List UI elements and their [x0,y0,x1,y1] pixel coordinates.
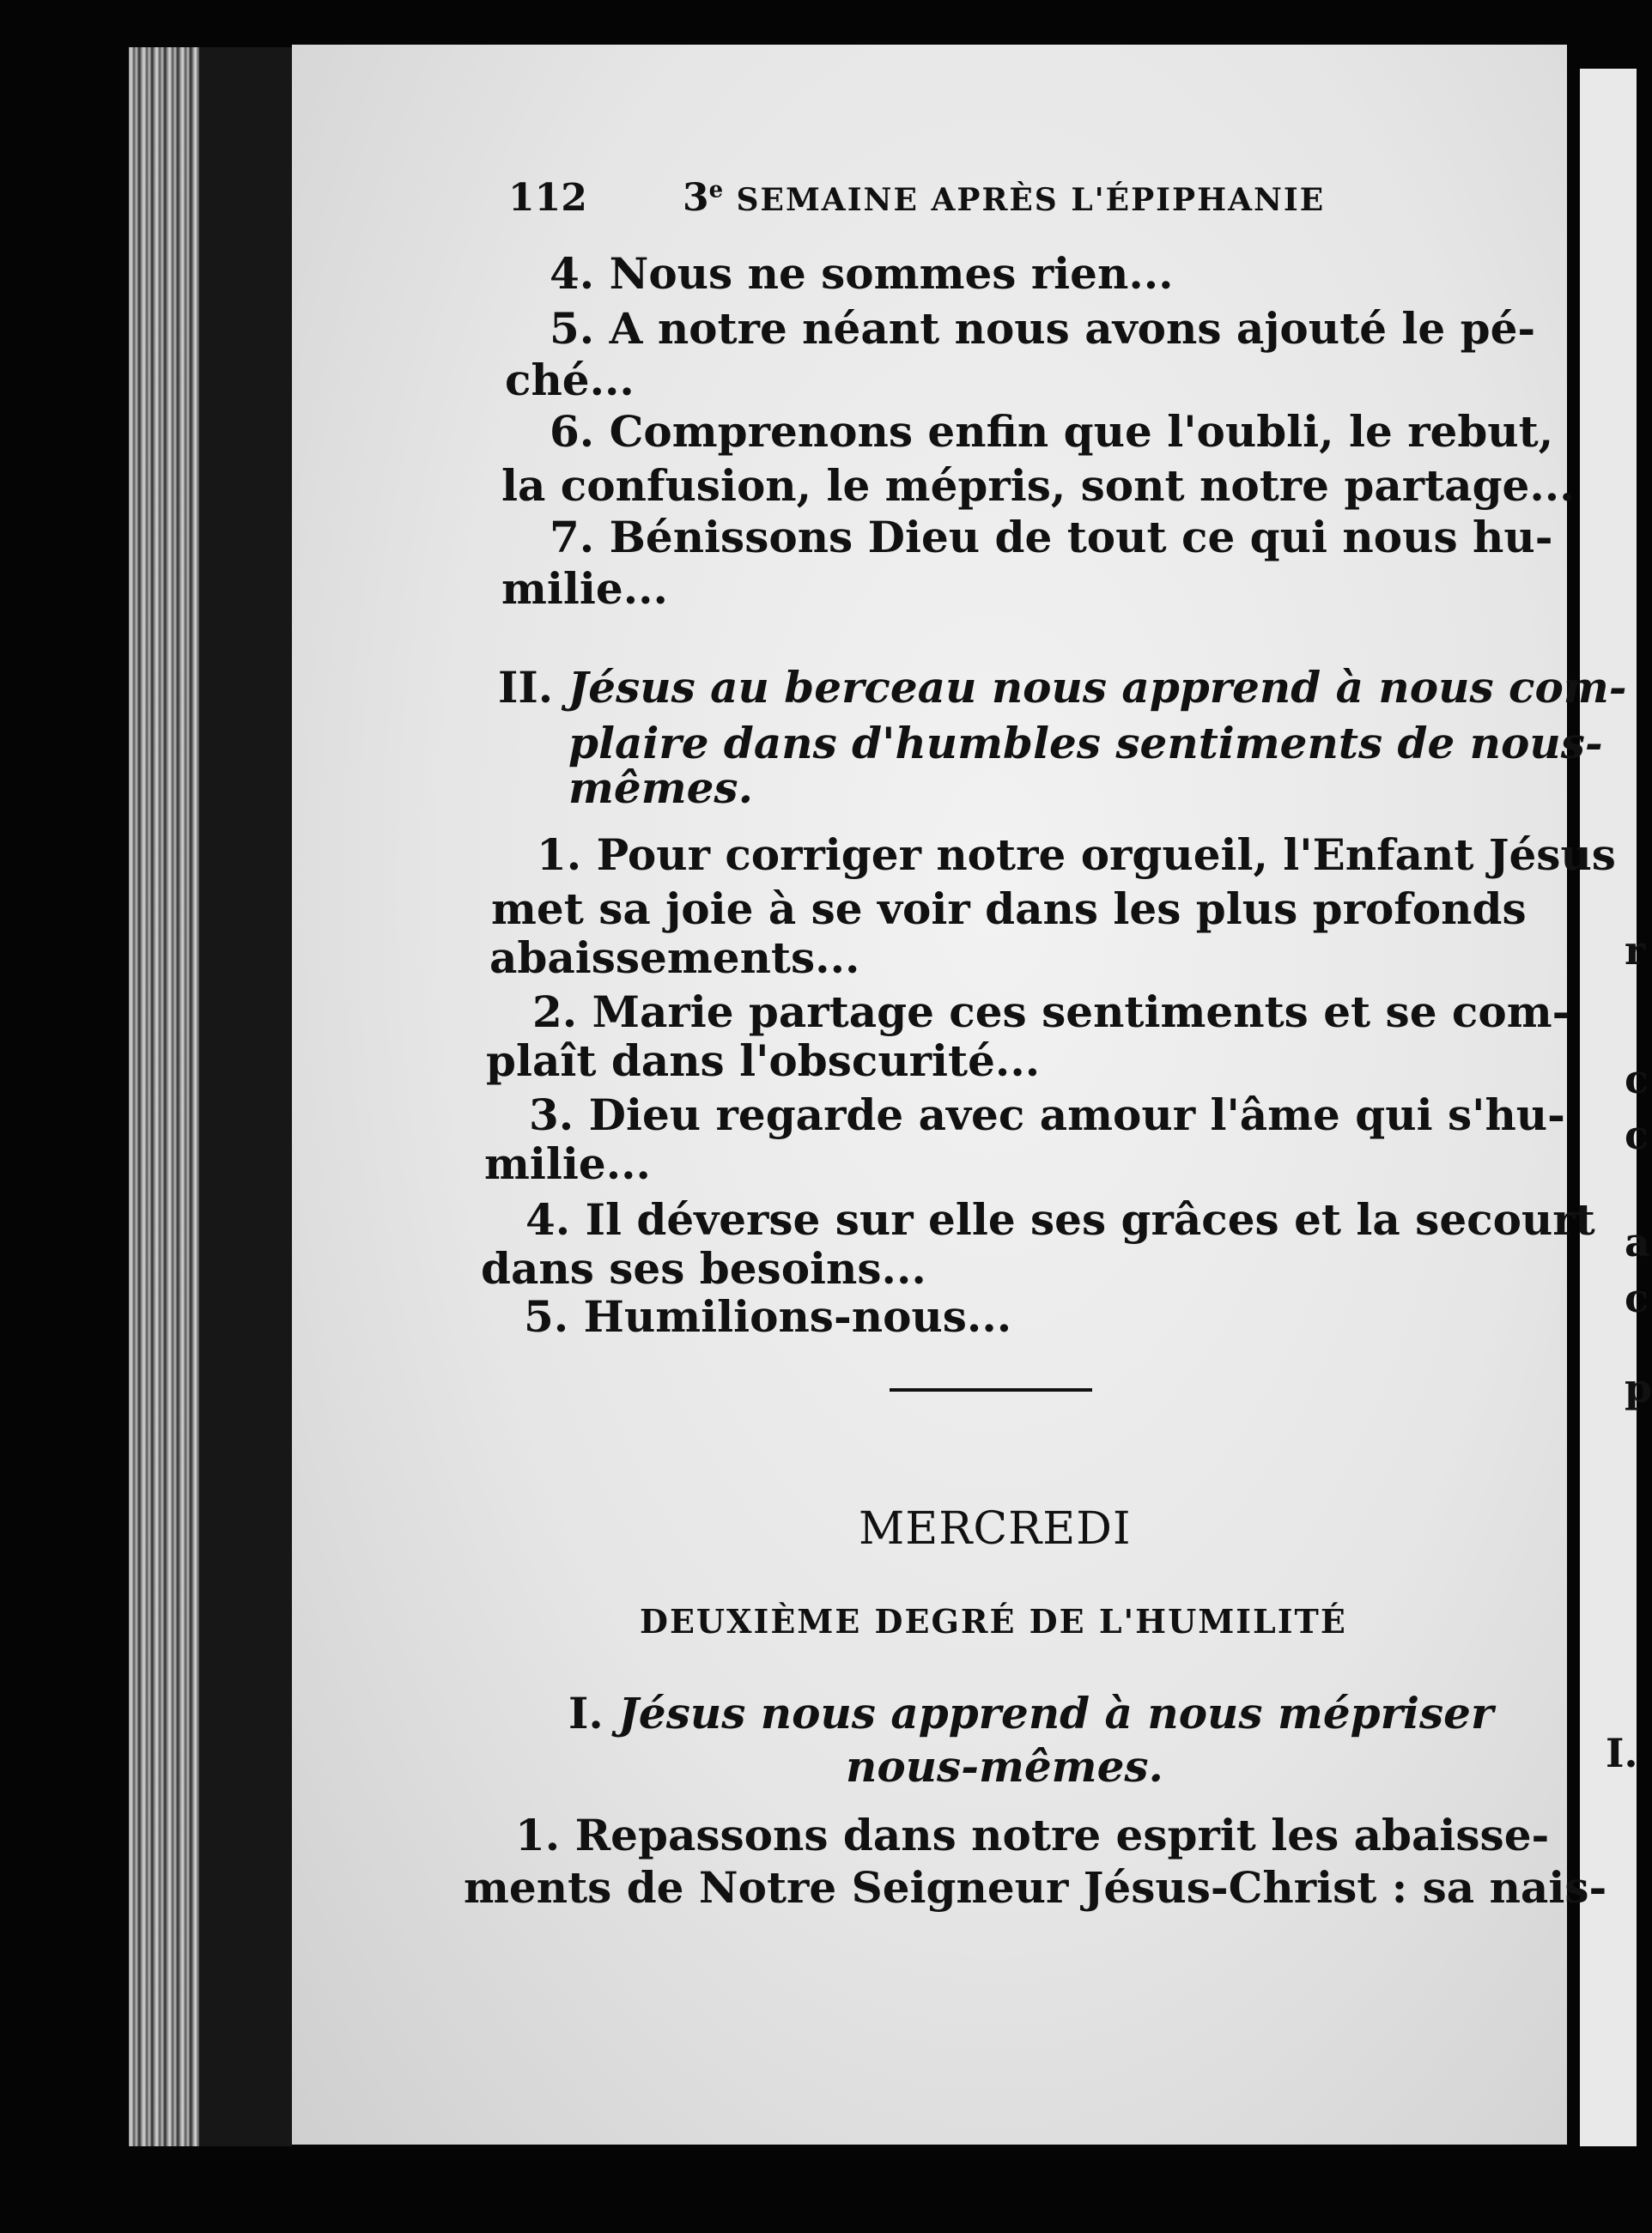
item-number: 3. [529,1089,574,1140]
item-text-line: la confusion, le mépris, sont notre partage... [501,460,1575,511]
item-text-line: Bénissons Dieu de tout ce qui nous hu- [609,512,1553,562]
item-number: 7. [550,512,595,562]
list-item [525,1193,1595,1247]
list-item [550,511,1553,564]
right-page-fragment: a [1625,1219,1650,1265]
running-title-sup: e [708,177,724,203]
item-text-line: abaissements... [489,932,860,983]
item-text-line: Marie partage ces sentiments et se com- [592,986,1570,1037]
running-title [683,176,1325,220]
running-title-text: SEMAINE APRÈS L'ÉPIPHANIE [736,182,1326,218]
item-number: 5. [524,1291,569,1342]
item-text-line: Dieu regarde avec amour l'âme qui s'hu- [588,1089,1565,1140]
item-text-line: ments de Notre Seigneur Jésus-Christ : sa nais- [464,1862,1607,1913]
section-divider [890,1388,1092,1392]
right-page-fragment: c [1625,1056,1649,1102]
item-text-line: milie... [484,1138,651,1189]
heading-line: Jésus nous apprend à nous mépriser [618,1688,1494,1738]
item-number: 4. [550,248,595,299]
section-heading [498,661,1627,714]
heading-line: mêmes. [568,762,753,813]
item-text-line: Pour corriger notre orgueil, l'Enfant Jésus [596,829,1616,880]
item-text-line: A notre néant nous avons ajouté le pé- [609,303,1536,354]
list-item [529,1089,1565,1142]
running-title-ordinal: 3 [683,176,709,220]
chapter-subtitle: DEUXIÈME DEGRÉ DE L'HUMILITÉ [640,1602,1347,1641]
right-page-fragment: p [1625,1365,1652,1411]
list-item [550,405,1554,458]
list-item [524,1290,1011,1344]
right-page-fragment: c [1625,1275,1649,1321]
item-number: 6. [550,406,595,457]
list-item [532,986,1570,1039]
item-number: 2. [532,986,578,1037]
section-number: II. [498,662,554,713]
page-number: 112 [508,176,587,220]
section-number: I. [568,1688,604,1738]
item-number: 1. [537,829,582,880]
item-text-line: Il déverse sur elle ses grâces et la secourt [585,1194,1595,1245]
right-page-fragment: I. [1606,1730,1638,1776]
right-page-fragment: r [1625,927,1646,974]
list-item [550,247,1174,300]
item-number: 5. [550,303,595,354]
item-text-line: milie... [501,563,668,614]
day-title: MERCREDI [859,1503,1132,1555]
item-text-line: dans ses besoins... [481,1243,926,1294]
item-number: 4. [525,1194,571,1245]
item-text-line: plaît dans l'obscurité... [486,1035,1041,1086]
list-item [515,1809,1550,1862]
heading-line: plaire dans d'humbles sentiments de nous- [568,718,1603,768]
item-text-line: Repassons dans notre esprit les abaisse- [574,1810,1550,1860]
list-item [550,302,1536,355]
item-text: Humilions-nous... [583,1291,1012,1342]
list-item [537,828,1616,882]
item-text-line: ché... [505,355,635,405]
item-text-line: met sa joie à se voir dans les plus profonds [491,883,1527,934]
right-page-fragment: c [1625,1112,1649,1158]
section-heading [568,1687,1493,1740]
heading-line: nous-mêmes. [846,1741,1163,1792]
item-number: 1. [515,1810,561,1860]
heading-line: Jésus au berceau nous apprend à nous com- [568,662,1627,713]
item-text: Nous ne sommes rien... [609,248,1174,299]
item-text-line: Comprenons enfin que l'oubli, le rebut, [609,406,1554,457]
